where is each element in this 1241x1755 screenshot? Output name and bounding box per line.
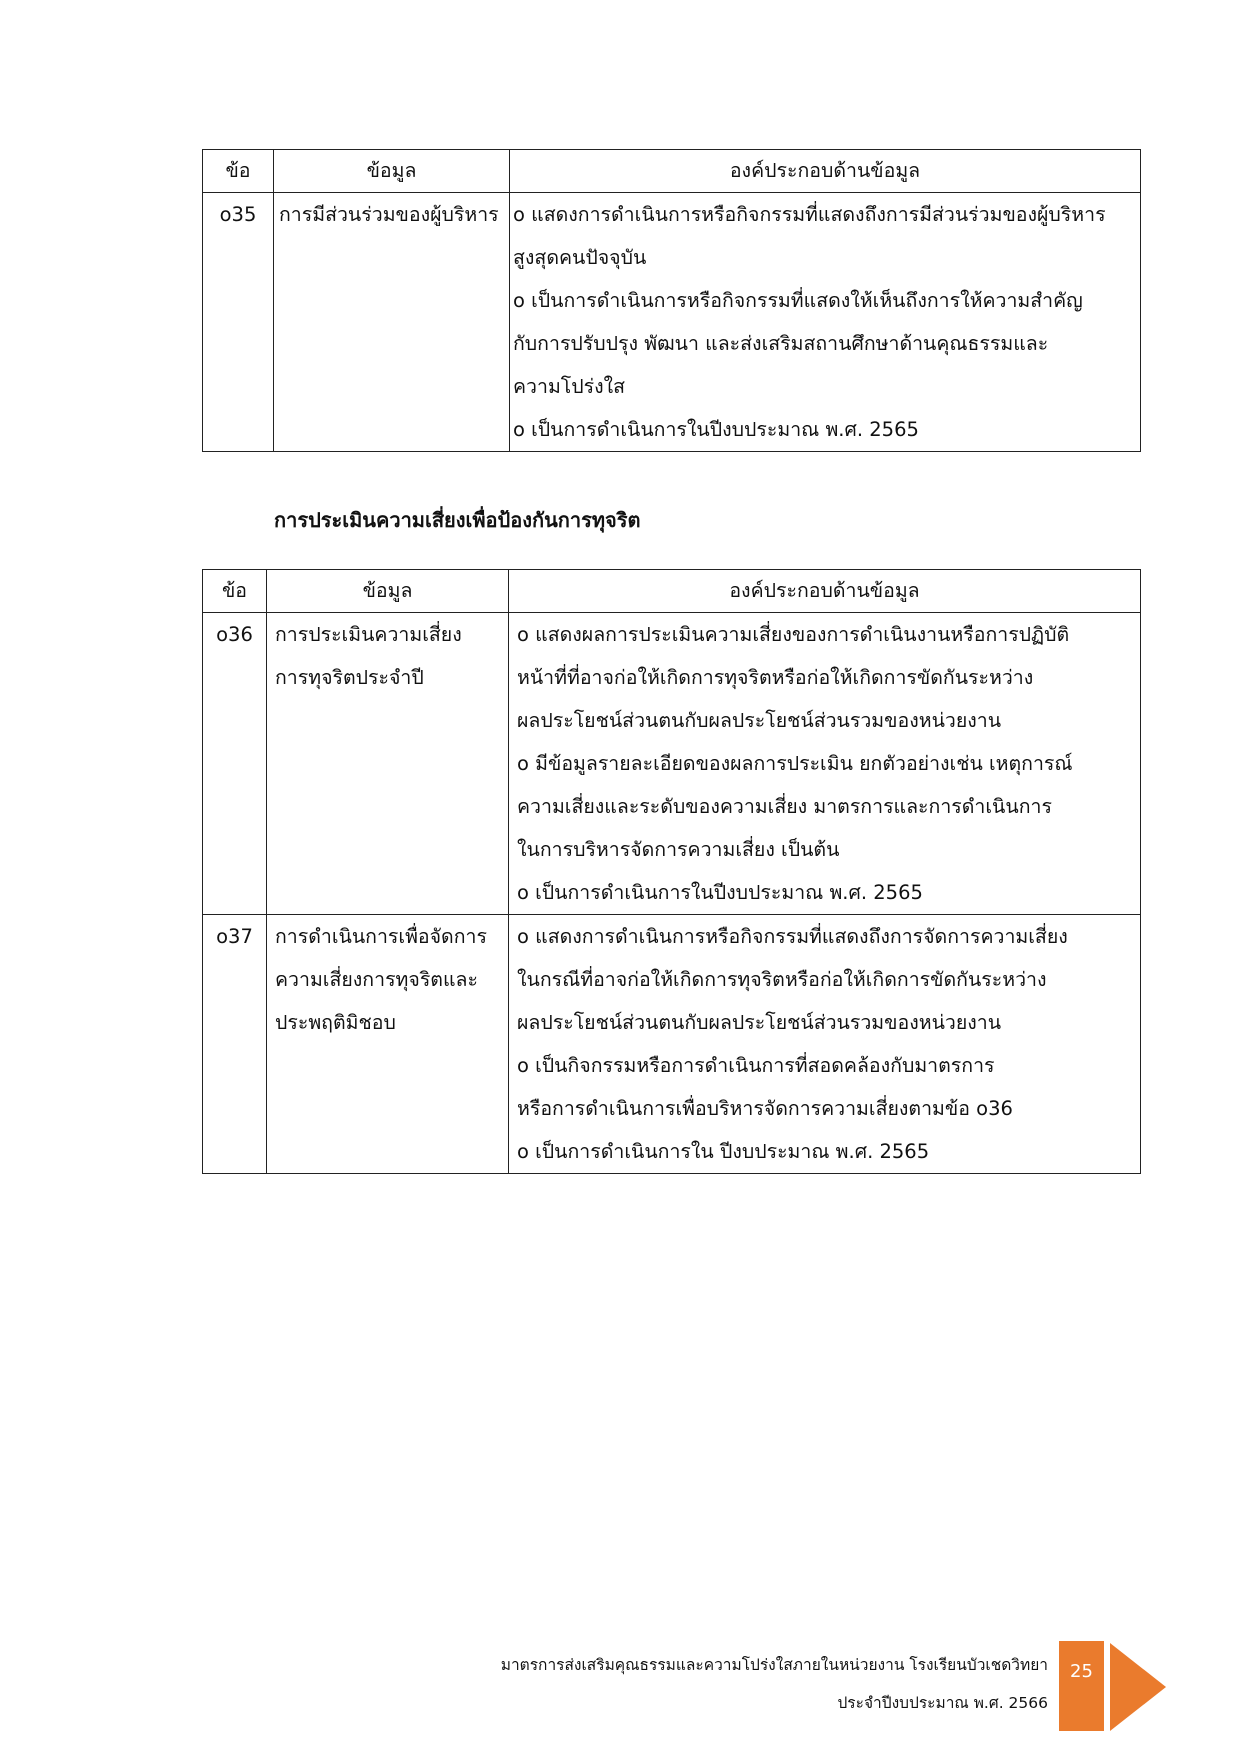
- page-arrow-icon: [1110, 1643, 1166, 1731]
- detail-line: o มีข้อมูลรายละเอียดของผลการประเมิน ยกตัวอย่างเช่น เหตุการณ์: [517, 752, 1073, 775]
- table-header-row: [203, 570, 1141, 613]
- criteria-table-2: [202, 569, 1141, 1174]
- row-details: [509, 915, 1141, 1174]
- topic-line: การดำเนินการเพื่อจัดการ: [275, 925, 487, 948]
- detail-line: กับการปรับปรุง พัฒนา และส่งเสริมสถานศึกษาด้านคุณธรรมและ: [513, 332, 1049, 355]
- detail-line: o เป็นการดำเนินการใน ปีงบประมาณ พ.ศ. 2565: [517, 1140, 930, 1163]
- detail-line: หรือการดำเนินการเพื่อบริหารจัดการความเสี่ยงตามข้อ o36: [517, 1097, 1013, 1120]
- detail-line: o แสดงการดำเนินการหรือกิจกรรมที่แสดงถึงการมีส่วนร่วมของผู้บริหาร: [513, 203, 1106, 226]
- header-no: ข้อ: [203, 150, 274, 193]
- footer-title: มาตรการส่งเสริมคุณธรรมและความโปร่งใสภายในหน่วยงาน โรงเรียนบัวเชดวิทยา: [500, 1656, 1048, 1674]
- section-heading: การประเมินความเสี่ยงเพื่อป้องกันการทุจริต: [274, 508, 641, 532]
- table-row: [203, 193, 1141, 452]
- row-topic: [267, 613, 509, 915]
- row-number: o37: [203, 915, 267, 1174]
- topic-line: การมีส่วนร่วมของผู้บริหาร: [279, 203, 499, 226]
- table-header-row: [203, 150, 1141, 193]
- criteria-table-1: [202, 149, 1141, 452]
- header-details: องค์ประกอบด้านข้อมูล: [509, 570, 1141, 613]
- table-row: [203, 613, 1141, 915]
- detail-line: o แสดงผลการประเมินความเสี่ยงของการดำเนินงานหรือการปฏิบัติ: [517, 623, 1070, 646]
- topic-line: การประเมินความเสี่ยง: [275, 623, 462, 646]
- row-topic: [274, 193, 510, 452]
- footer-subtitle: ประจำปีงบประมาณ พ.ศ. 2566: [837, 1694, 1048, 1712]
- row-number: o36: [203, 613, 267, 915]
- detail-line: ในการบริหารจัดการความเสี่ยง เป็นต้น: [517, 838, 840, 861]
- header-details: องค์ประกอบด้านข้อมูล: [510, 150, 1141, 193]
- detail-line: ในกรณีที่อาจก่อให้เกิดการทุจริตหรือก่อให้เกิดการขัดกันระหว่าง: [517, 968, 1047, 991]
- row-details: [509, 613, 1141, 915]
- page-number: 25: [1059, 1641, 1104, 1731]
- detail-line: ความเสี่ยงและระดับของความเสี่ยง มาตรการและการดำเนินการ: [517, 795, 1052, 818]
- row-topic: [267, 915, 509, 1174]
- detail-line: o แสดงการดำเนินการหรือกิจกรรมที่แสดงถึงการจัดการความเสี่ยง: [517, 925, 1068, 948]
- header-topic: ข้อมูล: [267, 570, 509, 613]
- topic-line: ประพฤติมิชอบ: [275, 1011, 396, 1034]
- table-row: [203, 915, 1141, 1174]
- detail-line: o เป็นการดำเนินการในปีงบประมาณ พ.ศ. 2565: [513, 418, 919, 441]
- detail-line: สูงสุดคนปัจจุบัน: [513, 246, 647, 269]
- topic-line: ความเสี่ยงการทุจริตและ: [275, 968, 478, 991]
- topic-line: การทุจริตประจำปี: [275, 666, 424, 689]
- detail-line: o เป็นกิจกรรมหรือการดำเนินการที่สอดคล้องกับมาตรการ: [517, 1054, 995, 1077]
- header-no: ข้อ: [203, 570, 267, 613]
- row-details: [510, 193, 1141, 452]
- detail-line: o เป็นการดำเนินการหรือกิจกรรมที่แสดงให้เห็นถึงการให้ความสำคัญ: [513, 289, 1083, 312]
- detail-line: ผลประโยชน์ส่วนตนกับผลประโยชน์ส่วนรวมของหน่วยงาน: [517, 709, 1002, 732]
- detail-line: หน้าที่ที่อาจก่อให้เกิดการทุจริตหรือก่อให้เกิดการขัดกันระหว่าง: [517, 666, 1034, 689]
- detail-line: o เป็นการดำเนินการในปีงบประมาณ พ.ศ. 2565: [517, 881, 923, 904]
- detail-line: ความโปร่งใส: [513, 375, 626, 398]
- header-topic: ข้อมูล: [274, 150, 510, 193]
- detail-line: ผลประโยชน์ส่วนตนกับผลประโยชน์ส่วนรวมของหน่วยงาน: [517, 1011, 1002, 1034]
- row-number: o35: [203, 193, 274, 452]
